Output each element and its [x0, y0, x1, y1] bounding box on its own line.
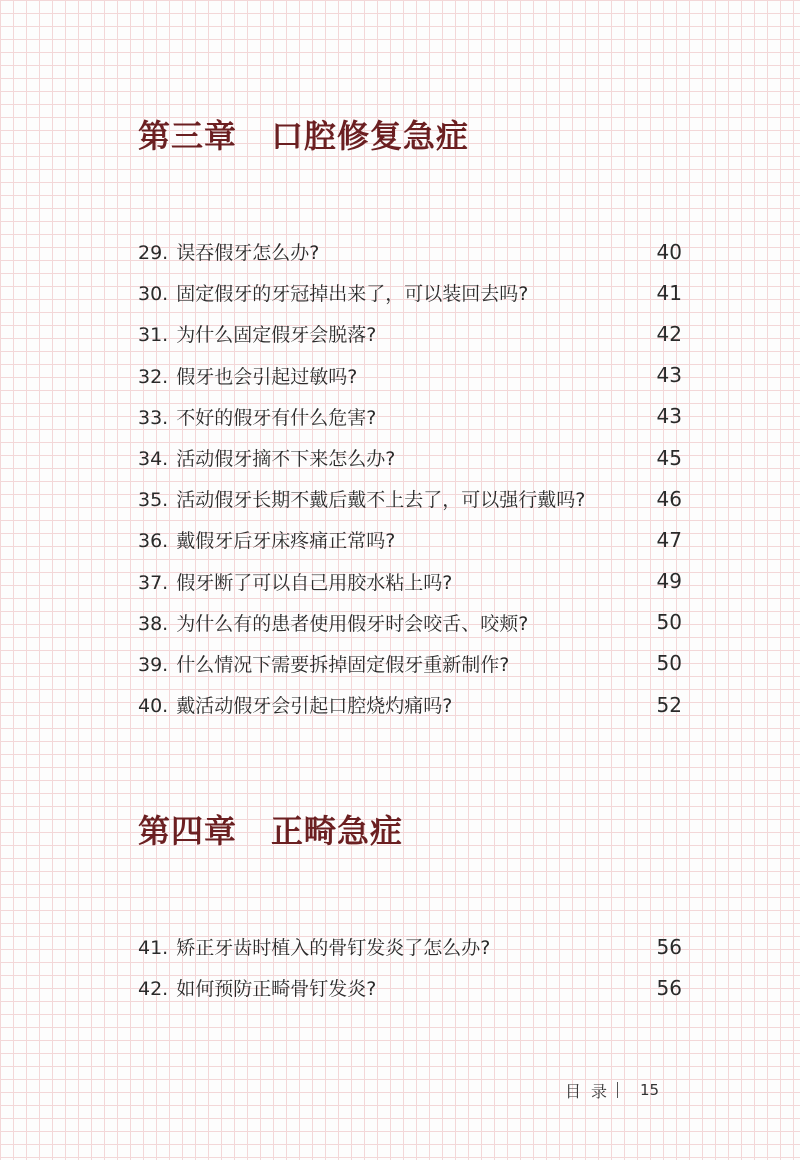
toc-entry-text: 为什么有的患者使用假牙时会咬舌、咬颊? — [176, 612, 529, 635]
chapter-3-number: 第三章 — [138, 117, 238, 155]
toc-entry-title — [138, 279, 528, 306]
toc-entry-41[interactable] — [138, 926, 682, 967]
toc-entry-page: 50 — [656, 610, 682, 635]
toc-entry-page: 50 — [656, 651, 682, 676]
toc-entry-number: 37. — [138, 571, 169, 594]
toc-entry-number: 29. — [138, 242, 169, 265]
toc-entry-31[interactable] — [138, 313, 682, 354]
chapter-4-number: 第四章 — [138, 812, 238, 850]
toc-entry-text: 矫正牙齿时植入的骨钉发炎了怎么办? — [176, 937, 491, 960]
toc-entry-page: 52 — [656, 692, 682, 717]
toc-entry-30[interactable] — [138, 272, 682, 313]
toc-entry-text: 如何预防正畸骨钉发炎? — [176, 978, 377, 1001]
toc-entry-number: 33. — [138, 406, 169, 429]
chapter-4-toc-list — [138, 926, 682, 1008]
toc-entry-number: 40. — [138, 695, 169, 718]
page-footer — [565, 1078, 685, 1102]
toc-entry-page: 40 — [656, 239, 682, 264]
toc-entry-text: 活动假牙长期不戴后戴不上去了，可以强行戴吗? — [176, 489, 586, 512]
toc-entry-page: 45 — [656, 445, 682, 470]
toc-entry-38[interactable] — [138, 602, 682, 643]
toc-entry-title — [138, 568, 452, 595]
toc-entry-number: 38. — [138, 612, 169, 635]
toc-entry-title — [138, 526, 395, 553]
toc-entry-title — [138, 403, 376, 430]
toc-entry-title — [138, 362, 357, 389]
toc-entry-page: 47 — [656, 527, 682, 552]
toc-entry-number: 35. — [138, 489, 169, 512]
toc-entry-32[interactable] — [138, 355, 682, 396]
toc-entry-number: 41. — [138, 937, 169, 960]
toc-entry-34[interactable] — [138, 437, 682, 478]
toc-entry-39[interactable] — [138, 643, 682, 684]
toc-entry-page: 49 — [656, 569, 682, 594]
toc-entry-page: 43 — [656, 404, 682, 429]
toc-entry-text: 假牙断了可以自己用胶水粘上吗? — [176, 571, 453, 594]
toc-entry-text: 戴活动假牙会引起口腔烧灼痛吗? — [176, 695, 453, 718]
toc-entry-29[interactable] — [138, 231, 682, 272]
toc-entry-page: 56 — [656, 975, 682, 1000]
toc-entry-42[interactable] — [138, 967, 682, 1008]
toc-entry-text: 活动假牙摘不下来怎么办? — [176, 448, 396, 471]
toc-entry-title — [138, 320, 376, 347]
toc-entry-page: 42 — [656, 321, 682, 346]
toc-entry-title — [138, 650, 509, 677]
toc-entry-number: 34. — [138, 448, 169, 471]
toc-entry-number: 39. — [138, 653, 169, 676]
toc-entry-text: 误吞假牙怎么办? — [176, 242, 320, 265]
page-number: 15 — [640, 1081, 660, 1099]
toc-entry-page: 43 — [656, 363, 682, 388]
toc-entry-35[interactable] — [138, 478, 682, 519]
toc-entry-title — [138, 691, 452, 718]
toc-entry-text: 为什么固定假牙会脱落? — [176, 324, 377, 347]
toc-entry-title — [138, 238, 319, 265]
toc-entry-page: 46 — [656, 486, 682, 511]
toc-entry-page: 41 — [656, 280, 682, 305]
toc-entry-title — [138, 933, 490, 960]
chapter-4-title — [138, 811, 403, 851]
toc-entry-33[interactable] — [138, 396, 682, 437]
toc-entry-number: 42. — [138, 978, 169, 1001]
toc-entry-number: 31. — [138, 324, 169, 347]
toc-entry-title — [138, 609, 528, 636]
toc-entry-text: 固定假牙的牙冠掉出来了，可以装回去吗? — [176, 283, 529, 306]
chapter-4-name: 正畸急症 — [271, 812, 404, 850]
toc-entry-40[interactable] — [138, 684, 682, 725]
toc-entry-text: 什么情况下需要拆掉固定假牙重新制作? — [176, 653, 510, 676]
toc-entry-page: 56 — [656, 934, 682, 959]
chapter-3-toc-list — [138, 231, 682, 725]
toc-entry-text: 不好的假牙有什么危害? — [176, 406, 377, 429]
toc-entry-36[interactable] — [138, 519, 682, 560]
toc-entry-text: 戴假牙后牙床疼痛正常吗? — [176, 530, 396, 553]
chapter-3-name: 口腔修复急症 — [271, 117, 470, 155]
toc-entry-text: 假牙也会引起过敏吗? — [176, 365, 358, 388]
toc-entry-number: 36. — [138, 530, 169, 553]
toc-entry-number: 30. — [138, 283, 169, 306]
toc-entry-title — [138, 974, 376, 1001]
toc-entry-number: 32. — [138, 365, 169, 388]
toc-entry-title — [138, 485, 585, 512]
toc-entry-title — [138, 444, 395, 471]
footer-section-label: 目录 — [565, 1081, 618, 1101]
chapter-3-title — [138, 116, 469, 156]
footer-divider — [617, 1082, 618, 1098]
toc-entry-37[interactable] — [138, 561, 682, 602]
